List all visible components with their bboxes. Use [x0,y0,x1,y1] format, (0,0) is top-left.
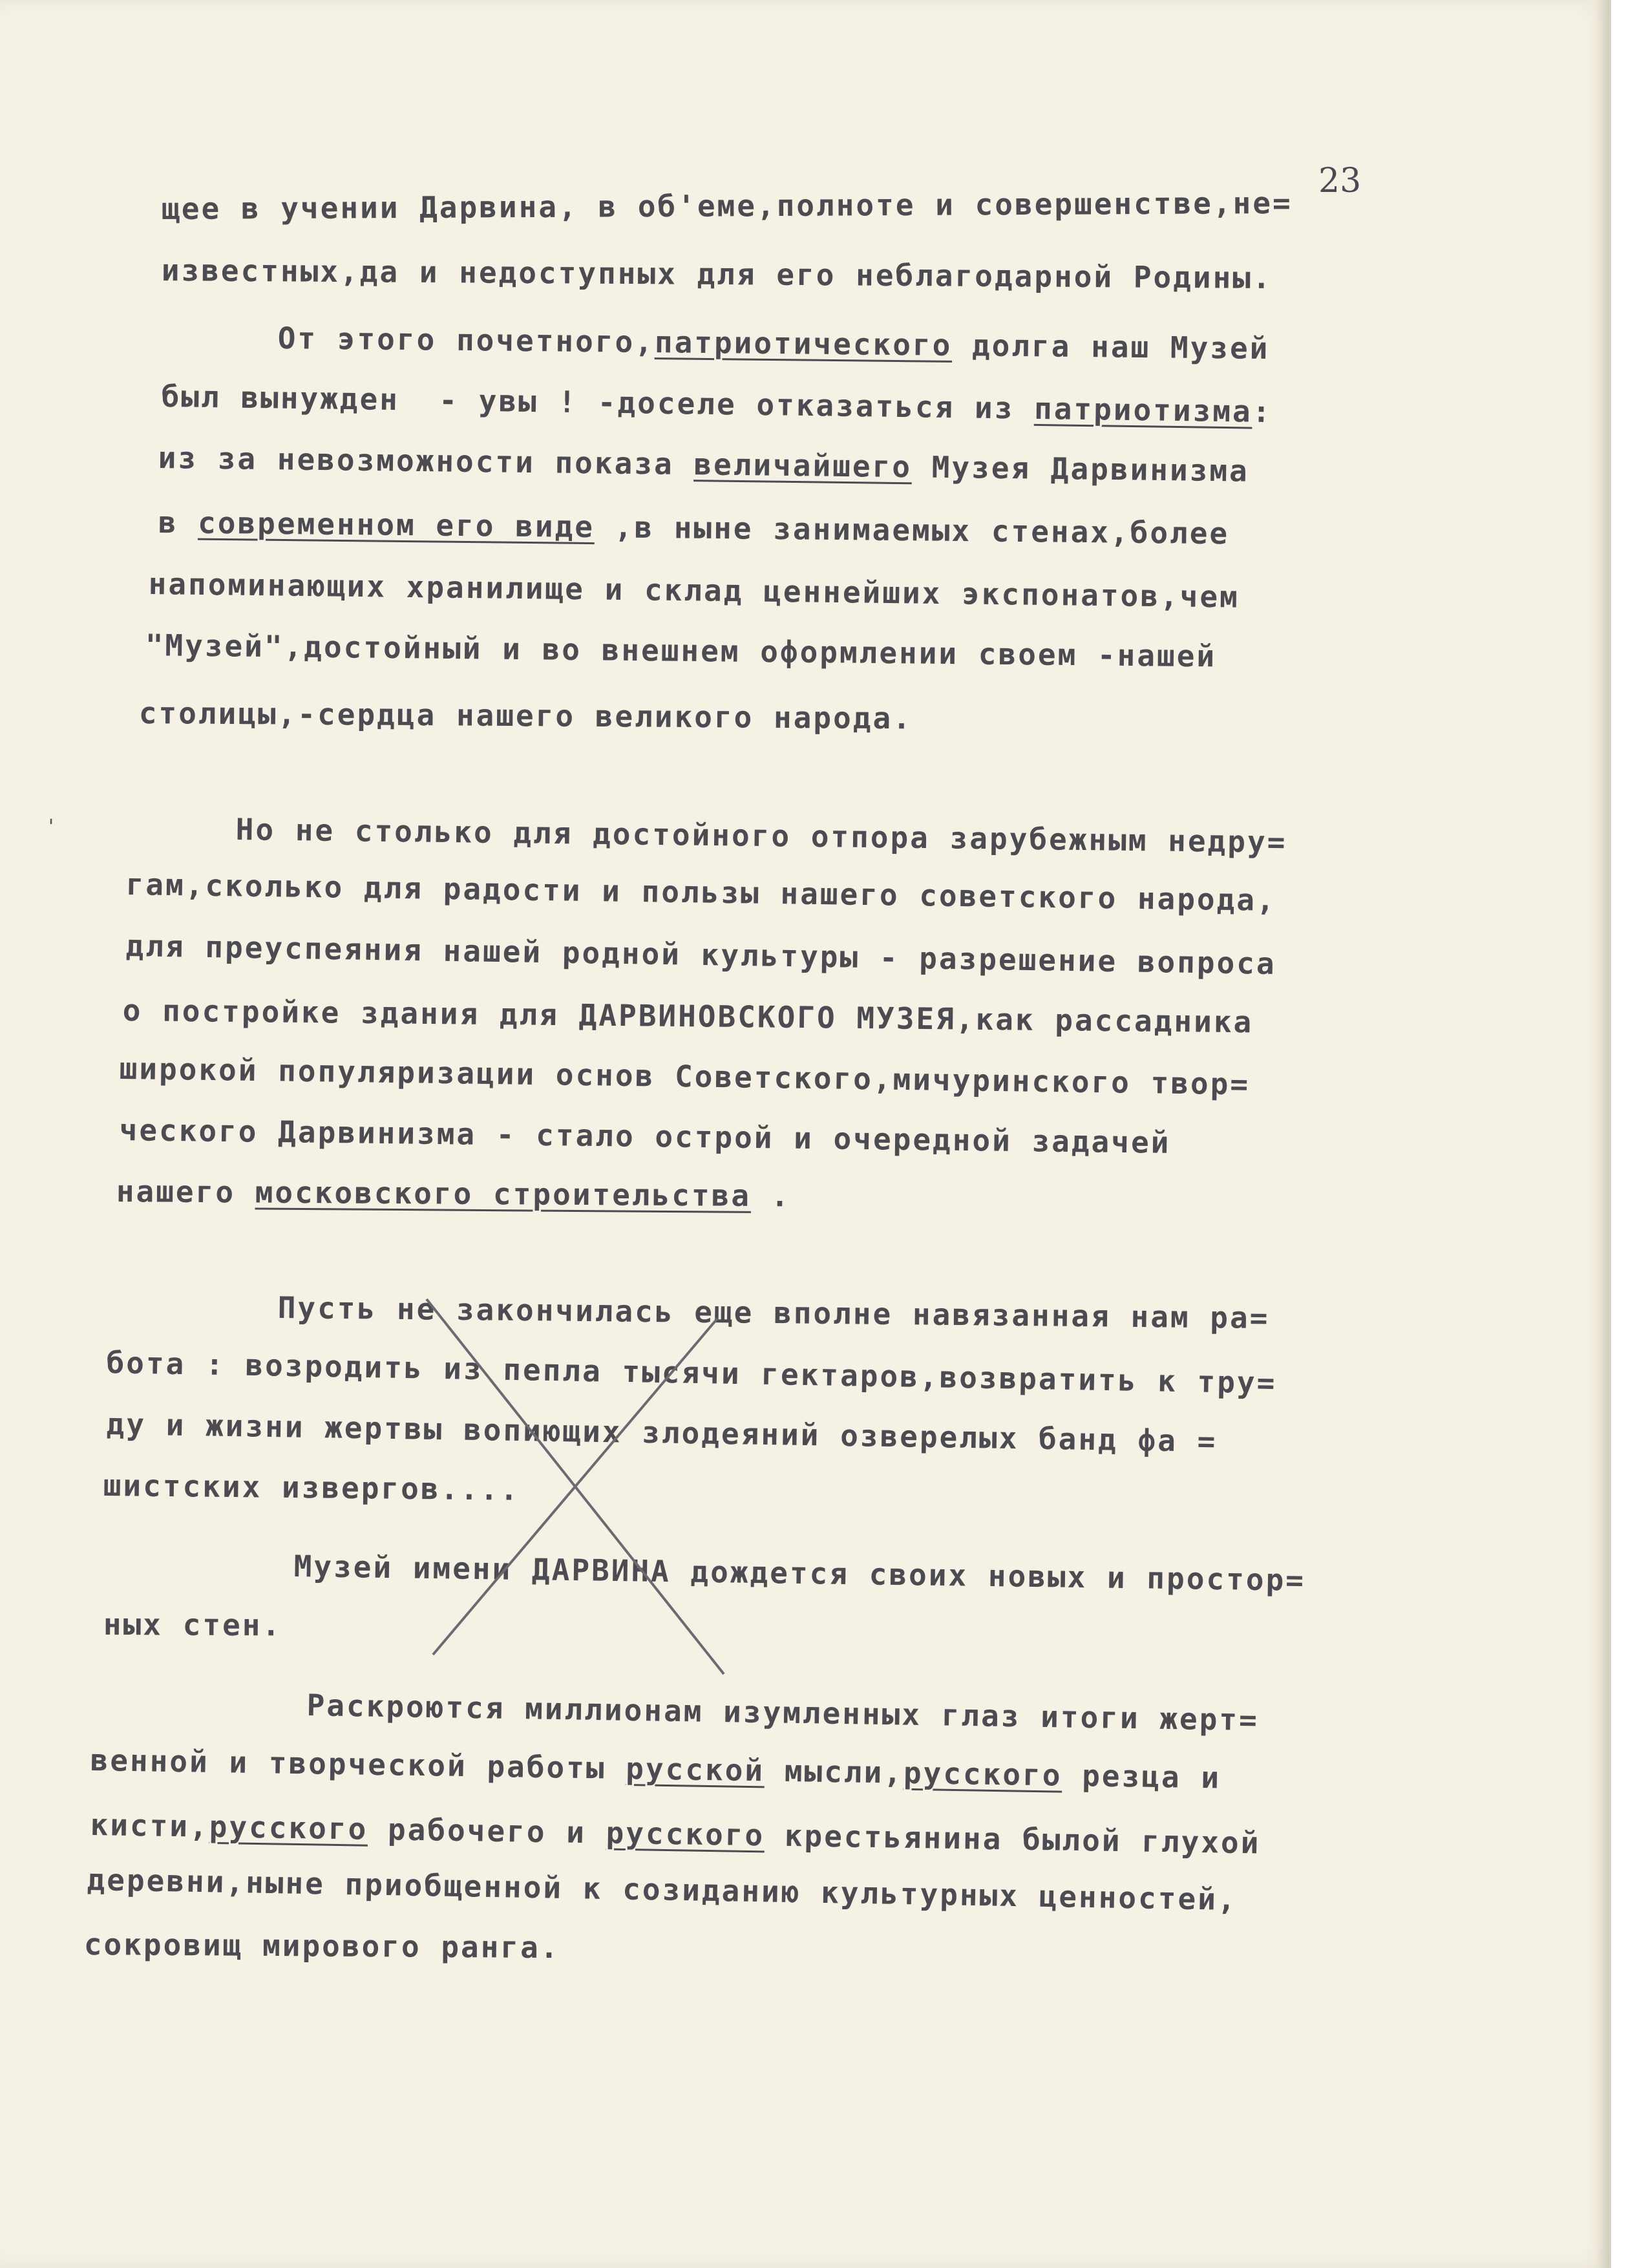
text-line: "Музей",достойный и во внешнем оформлении своем -нашей [145,628,1217,674]
text-line: ческого Дарвинизма - стало острой и очередной задачей [119,1112,1171,1160]
text-line: ду и жизни жертвы вопиющих злодеяний озверелых банд фа = [106,1406,1218,1459]
text-line: сокровищ мирового ранга. [83,1927,560,1966]
text-line: Музей имени ДАРВИНА дождется своих новых и простор= [293,1549,1306,1598]
margin-mark: ' [45,816,58,838]
text-line: в современном его виде ,в ныне занимаемых стенах,более [158,505,1230,551]
text-line: о постройке здания для ДАРВИНОВСКОГО МУЗЕЯ,как рассадника [122,993,1254,1040]
text-line: Пусть не закончилась еще вполне навязанная нам ра= [277,1290,1270,1336]
text-line: ных стен. [103,1607,282,1643]
text-line: был вынужден - увы ! -доселе отказаться из патриотизма: [161,379,1273,429]
crossed-out-mark [414,1293,750,1680]
text-line: напоминающих хранилище и склад ценнейших экспонатов,чем [148,566,1240,615]
text-line: венной и творческой работы русской мысли,русского резца и [90,1743,1221,1796]
text-line: из за невозможности показа величайшего Музея Дарвинизма [158,440,1250,489]
text-line: кисти,русского рабочего и русского крестьянина былой глухой [90,1807,1261,1861]
text-line: для преуспеяния нашей родной культуры - разрешение вопроса [125,928,1277,981]
text-line: известных,да и недоступных для его неблагодарной Родины. [161,253,1273,295]
text-line: От этого почетного,патриотического долга наш Музей [277,321,1270,366]
text-line: нашего московского строительства . [116,1174,791,1214]
text-line: Раскроются миллионам изумленных глаз итоги жерт= [306,1688,1260,1738]
text-line: шистских извергов.... [103,1468,520,1507]
page-edge-shadow [1596,0,1609,2268]
page-number: 23 [1318,162,1362,200]
text-line: щее в учении Дарвина, в об'еме,полноте и совершенстве,не= [161,185,1293,226]
text-line: столицы,-сердца нашего великого народа. [138,695,913,736]
text-line: бота : возродить из пепла тысячи гектаров,возвратить к тру= [106,1345,1277,1401]
text-line: гам,сколько для радости и пользы нашего советского народа, [125,867,1277,918]
text-line: широкой популяризации основ Советского,мичуринского твор= [119,1051,1251,1102]
text-line: деревни,ныне приобщенной к созиданию культурных ценностей, [87,1862,1238,1918]
text-line: Но не столько для достойного отпора зарубежным недру= [235,812,1287,860]
